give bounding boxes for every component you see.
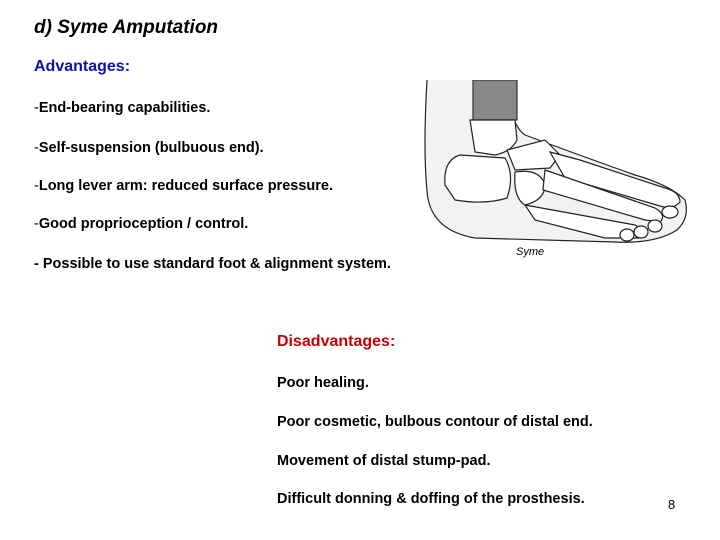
advantage-text: Possible to use standard foot & alignment system. (42, 256, 391, 272)
advantage-item (34, 216, 248, 232)
advantage-text: Good proprioception / control. (38, 216, 249, 232)
advantage-text: Long lever arm: reduced surface pressure. (38, 178, 333, 194)
advantage-item (34, 140, 264, 156)
disadvantage-item: Movement of distal stump-pad. (277, 453, 491, 469)
disadvantage-item: Poor cosmetic, bulbous contour of distal end. (277, 414, 593, 430)
foot-skeleton-illustration (415, 80, 697, 248)
bullet-dash: - (34, 256, 43, 272)
figure-caption: Syme (516, 246, 545, 258)
bullet-dash: - (34, 100, 39, 116)
advantage-item (34, 256, 391, 272)
advantage-item (34, 178, 333, 194)
advantage-text: End-bearing capabilities. (38, 100, 211, 116)
advantage-text: Self-suspension (bulbuous end). (38, 140, 264, 156)
disadvantages-heading: Disadvantages: (277, 333, 396, 350)
disadvantage-item: Poor healing. (277, 375, 369, 391)
advantages-heading: Advantages: (34, 58, 131, 75)
page-number: 8 (668, 497, 676, 512)
bullet-dash: - (34, 216, 39, 232)
slide-title: d) Syme Amputation (34, 17, 219, 38)
disadvantage-item: Difficult donning & doffing of the prosthesis. (277, 491, 585, 507)
bullet-dash: - (34, 140, 39, 156)
bullet-dash: - (34, 178, 39, 194)
advantage-item (34, 100, 210, 116)
